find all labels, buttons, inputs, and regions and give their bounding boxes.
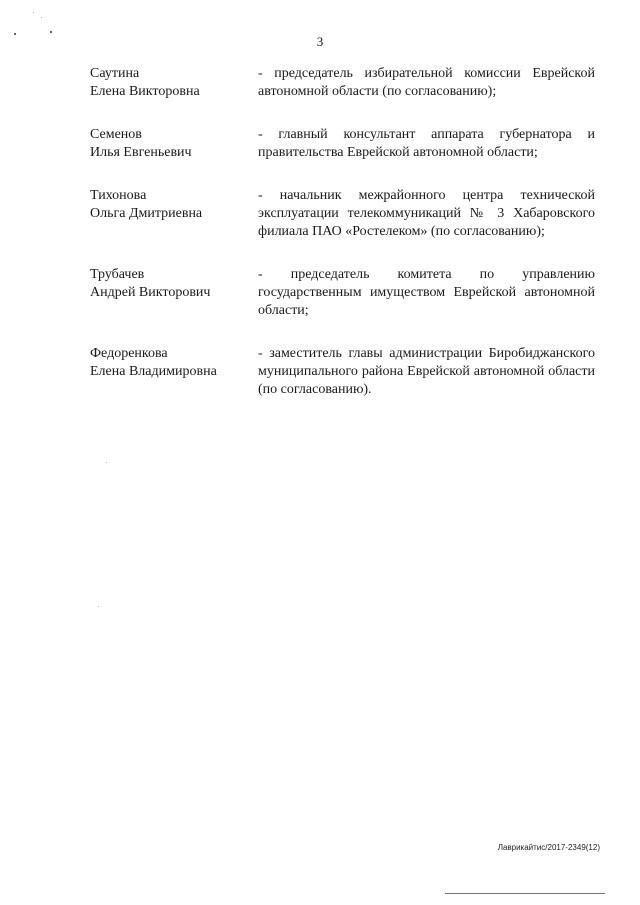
scan-speck — [33, 12, 34, 13]
member-name — [90, 345, 258, 399]
member-list — [90, 65, 595, 424]
member-entry — [90, 187, 595, 241]
member-role: - председатель комитета по управлению государственным имуществом Еврейской автономной области; — [258, 267, 595, 318]
member-surname: Трубачев — [90, 267, 145, 282]
member-given-names: Андрей Викторович — [90, 285, 211, 300]
member-name — [90, 187, 258, 241]
member-surname: Тихонова — [90, 188, 147, 203]
member-entry — [90, 65, 595, 101]
member-name — [90, 126, 258, 162]
scan-speck — [98, 606, 99, 607]
member-entry — [90, 126, 595, 162]
member-surname: Федоренкова — [90, 346, 168, 361]
scan-speck — [50, 31, 52, 33]
member-entry — [90, 345, 595, 399]
member-given-names: Елена Владимировна — [90, 364, 217, 379]
member-role: - заместитель главы администрации Биробиджанского муниципального района Еврейской автономной области (по согласованию). — [258, 346, 595, 397]
member-entry — [90, 266, 595, 320]
member-surname: Семенов — [90, 127, 142, 142]
member-role: - начальник межрайонного центра технической эксплуатации телекоммуникаций № 3 Хабаровского филиала ПАО «Ростелеком» (по согласованию); — [258, 188, 595, 239]
scan-speck — [41, 17, 42, 18]
member-given-names: Ольга Дмитриевна — [90, 206, 203, 221]
document-reference-code: Лаврикайтис/2017-2349(12) — [497, 843, 600, 852]
page-number: 3 — [316, 34, 324, 49]
member-surname: Саутина — [90, 66, 140, 81]
member-name — [90, 266, 258, 320]
member-name — [90, 65, 258, 101]
scan-speck — [106, 462, 107, 463]
member-given-names: Илья Евгеньевич — [90, 145, 192, 160]
footer-divider — [445, 893, 605, 894]
member-role: - главный консультант аппарата губернатора и правительства Еврейской автономной области; — [258, 127, 595, 160]
member-role: - председатель избирательной комиссии Еврейской автономной области (по согласованию); — [258, 66, 595, 99]
member-given-names: Елена Викторовна — [90, 84, 200, 99]
